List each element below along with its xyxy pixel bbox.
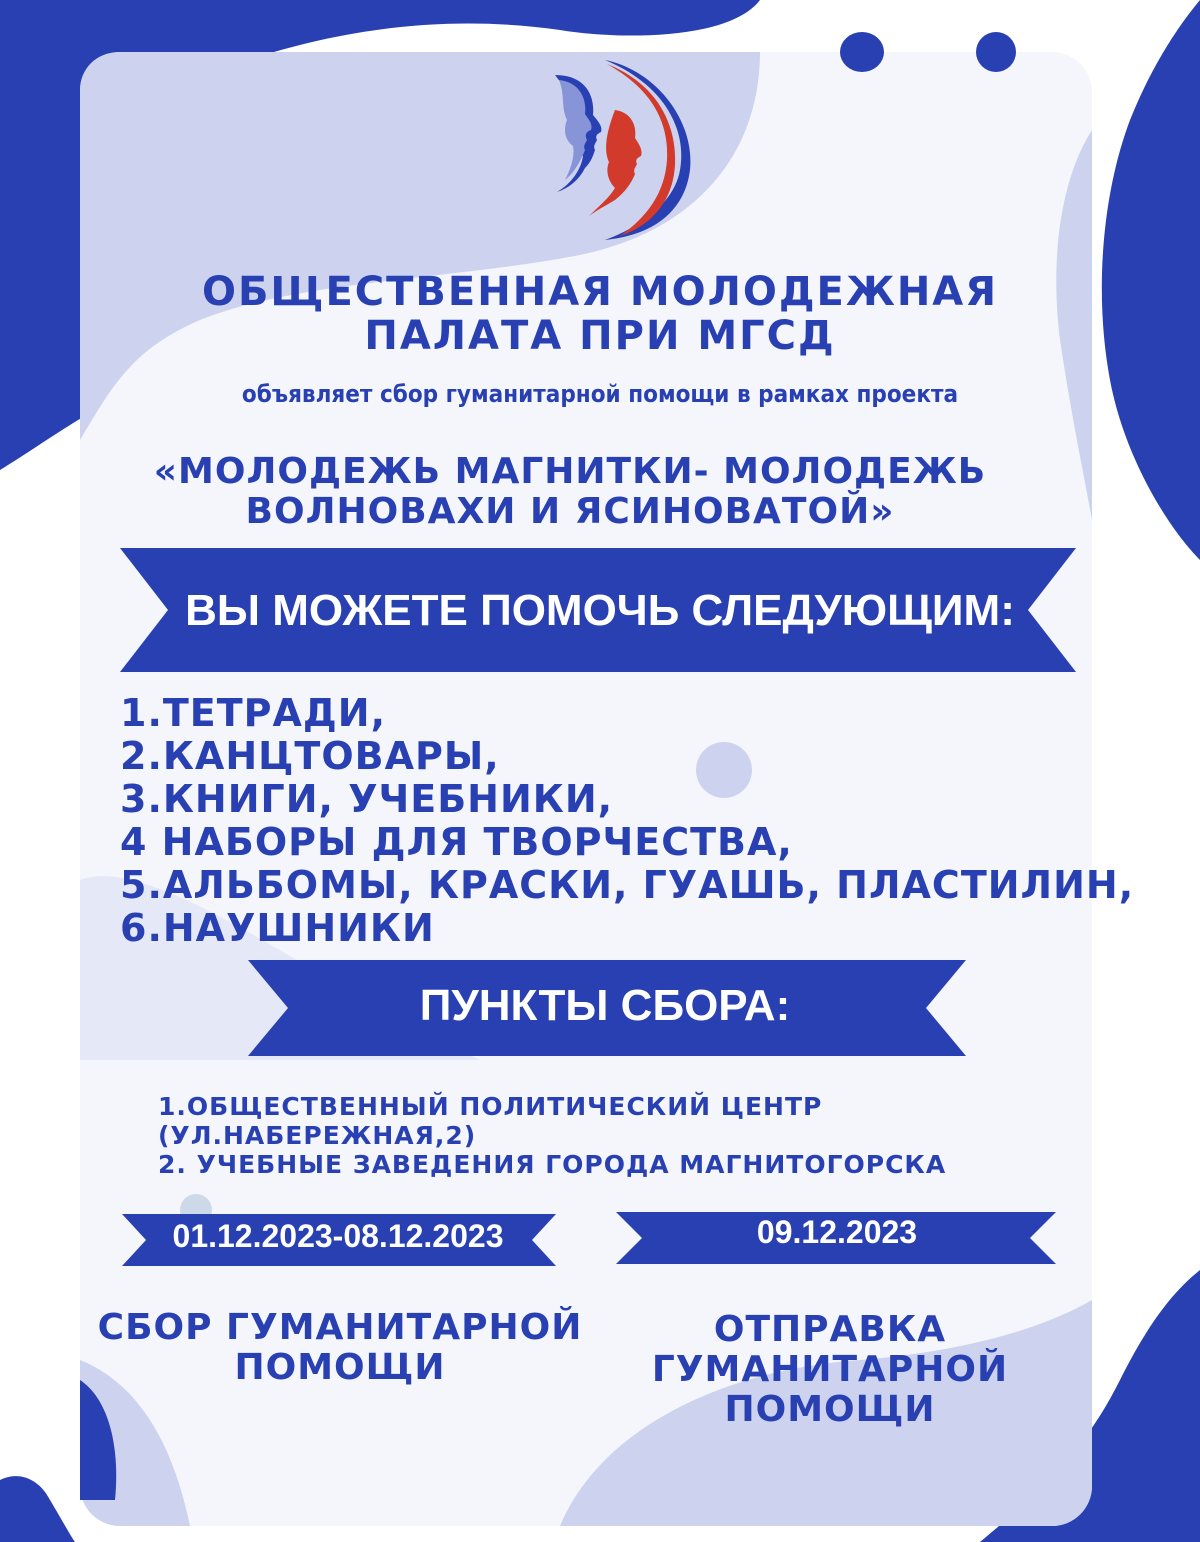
list-item: 4 НАБОРЫ ДЛЯ ТВОРЧЕСТВА,	[120, 820, 793, 864]
dispatch-caption-line-2: ГУМАНИТАРНОЙ	[651, 1349, 1009, 1390]
collection-points	[158, 1092, 1038, 1179]
collection-dates: 01.12.2023-08.12.2023	[172, 1218, 504, 1254]
page-title	[140, 270, 1060, 358]
donation-items-list	[120, 691, 1135, 950]
collection-caption	[70, 1308, 610, 1388]
right-blue-blob	[1102, 0, 1200, 560]
collection-caption-line-1: СБОР ГУМАНИТАРНОЙ	[97, 1307, 583, 1348]
title-line-1: ОБЩЕСТВЕННАЯ МОЛОДЕЖНАЯ	[201, 269, 999, 315]
list-item: 5.АЛЬБОМЫ, КРАСКИ, ГУАШЬ, ПЛАСТИЛИН,	[120, 863, 1135, 907]
decor-dot	[840, 32, 884, 72]
list-item: 1.ТЕТРАДИ,	[120, 691, 387, 735]
points-heading: ПУНКТЫ СБОРА:	[419, 981, 791, 1030]
bottom-left-blue-blob	[0, 1476, 75, 1542]
collection-caption-line-2: ПОМОЩИ	[234, 1347, 446, 1388]
project-name	[120, 452, 1020, 532]
dispatch-date: 09.12.2023	[756, 1214, 918, 1250]
decor-dot	[976, 32, 1016, 72]
dispatch-caption-line-1: ОТПРАВКА	[713, 1309, 947, 1350]
dispatch-caption	[620, 1310, 1040, 1430]
list-item: 3.КНИГИ, УЧЕБНИКИ,	[120, 777, 614, 821]
collection-point-line: 2. УЧЕБНЫЕ ЗАВЕДЕНИЯ ГОРОДА МАГНИТОГОРСКА	[158, 1150, 947, 1179]
title-line-2: ПАЛАТА ПРИ МГСД	[364, 313, 836, 359]
project-line-1: «МОЛОДЕЖЬ МАГНИТКИ- МОЛОДЕЖЬ	[153, 451, 987, 492]
collection-point-line: 1.ОБЩЕСТВЕННЫЙ ПОЛИТИЧЕСКИЙ ЦЕНТР	[158, 1092, 823, 1121]
list-item: 2.КАНЦТОВАРЫ,	[120, 734, 500, 778]
help-heading: ВЫ МОЖЕТЕ ПОМОЧЬ СЛЕДУЮЩИМ:	[185, 586, 1015, 635]
two-profiles-logo-icon	[545, 60, 695, 245]
list-item: 6.НАУШНИКИ	[120, 906, 435, 950]
collection-point-line: (УЛ.НАБЕРЕЖНАЯ,2)	[158, 1121, 477, 1150]
dispatch-caption-line-3: ПОМОЩИ	[724, 1389, 936, 1430]
subtitle: объявляет сбор гуманитарной помощи в рамках проекта	[241, 380, 959, 408]
project-line-2: ВОЛНОВАХИ И ЯСИНОВАТОЙ»	[245, 491, 895, 532]
